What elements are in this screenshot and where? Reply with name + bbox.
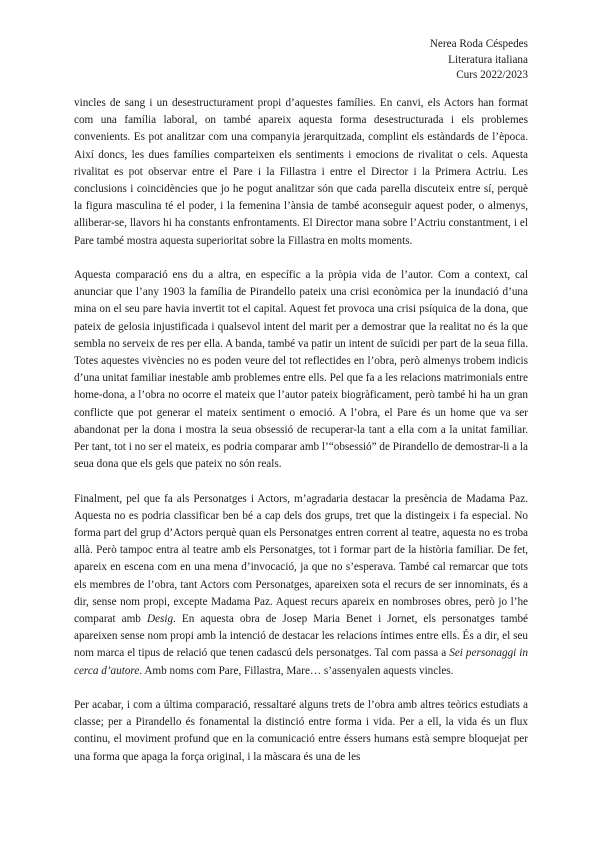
paragraph-3	[74, 491, 528, 680]
document-body	[74, 95, 528, 783]
paragraph-3-text-c: . Amb noms com Pare, Fillastra, Mare… s’assenyalen aquests vincles.	[139, 664, 454, 677]
work-title-desig: Desig	[146, 613, 174, 626]
paragraph-3-text-a: Finalment, pel que fa als Personatges i Actors, m’agradaria destacar la presència de Madama Paz. Aquesta no es podria classificar ben bé a cap dels dos grups, tret que la distingeix i fa especial. No forma part del grup d’Actors perquè quan els Personatges entren corrent al teatre, aquesta no es troba allà. Però tampoc entra al teatre amb els Personatges, tot i formar part de la història familiar. De fet, apareix en escena com en una mena d’invocació, ja que no s’esperava. També cal remarcar que tots els membres de l’obra, tant Actors com Personatges, apareixen sota el recurs de ser innominats, és a dir, sense nom propi, excepte Madama Paz. Aquest recurs apareix en nombroses obres, però jo l’he comparat amb	[74, 492, 528, 626]
paragraph-4: Per acabar, i com a última comparació, ressaltaré alguns trets de l’obra amb altres teòrics estudiats a classe; per a Pirandello és fonamental la distinció entre forma i vida. Per a ell, la vida és un flux continu, el moviment profund que en la comunicació entre éssers humans està sempre bloquejat per una forma que apaga la força original, i la màscara és una de les	[74, 699, 528, 763]
paragraph-3-text-b: . En aquesta obra de Josep Maria Benet i Jornet, els personatges també apareixen sense nom propi amb la intenció de destacar les relacions íntimes entre ells. És a dir, el seu nom marca el tipus de relació que tenen cadascú dels personatges. Tal com passa a	[74, 613, 528, 660]
course-name: Literatura italiana	[448, 53, 528, 66]
work-title-sei-personaggi: Sei personaggi in cerca d’autore	[74, 647, 528, 677]
document-header	[430, 37, 528, 84]
paragraph-2: Aquesta comparació ens du a altra, en específic a la pròpia vida de l’autor. Com a context, cal anunciar que l’any 1903 la família de Pirandello pateix una crisi econòmica per la inundació d’una mina on el seu pare havia invertit tot el capital. Aquest fet provoca una crisi psíquica de la dona, que pateix de gelosia injustificada i qualsevol intent del marit per a demostrar que la realitat no és la que sembla no serveix de res per ella. A banda, també va patir un intent de suïcidi per part de la seua filla. Totes aquestes vivències no es poden veure del tot reflectides en l’obra, però almenys trobem indicis d’una unitat familiar inestable amb problemes entre ells. Pel que fa a les relacions matrimonials entre home-dona, a l’obra no ocorre el mateix que l’autor pateix biogràficament, però també hi ha un gran conflicte que pot generar el mateix sentiment o emoció. A l’obra, el Pare és un home que va ser abandonat per la dona i mostra la seua obsessió de recuperar-la tant a ella com a la unitat familiar. Per tant, tot i no ser el mateix, es podria comparar amb l’“obsessió” de Pirandello de demostrar-li a la seua dona que els gels que pateix no són reals.	[74, 269, 528, 471]
author-name: Nerea Roda Céspedes	[429, 38, 528, 50]
academic-year: Curs 2022/2023	[456, 69, 528, 81]
paragraph-1: vincles de sang i un desestructurament propi d’aquestes famílies. En canvi, els Actors han format com una família laboral, on també apareix aquesta forma desestructurada i els problemes convenients. Es pot analitzar com una companyia jerarquitzada, complint els estàndards de l’època. Així doncs, les dues famílies comparteixen els sentiments i emocions de rivalitat o cels. Aquesta rivalitat es pot observar entre el Pare i la Fillastra i entre el Director i la Primera Actriu. Les conclusions i coincidències que jo he pogut analitzar són que cada parella discuteix entre sí, perquè la figura masculina té el poder, i la femenina l’ànsia de també aconseguir aquest poder, o almenys, alliberar-se, llavors hi ha constants enfrontaments. El Director mana sobre l’Actriu constantment, i el Pare també mostra aquesta superioritat sobre la Fillastra en molts moments.	[74, 97, 528, 247]
